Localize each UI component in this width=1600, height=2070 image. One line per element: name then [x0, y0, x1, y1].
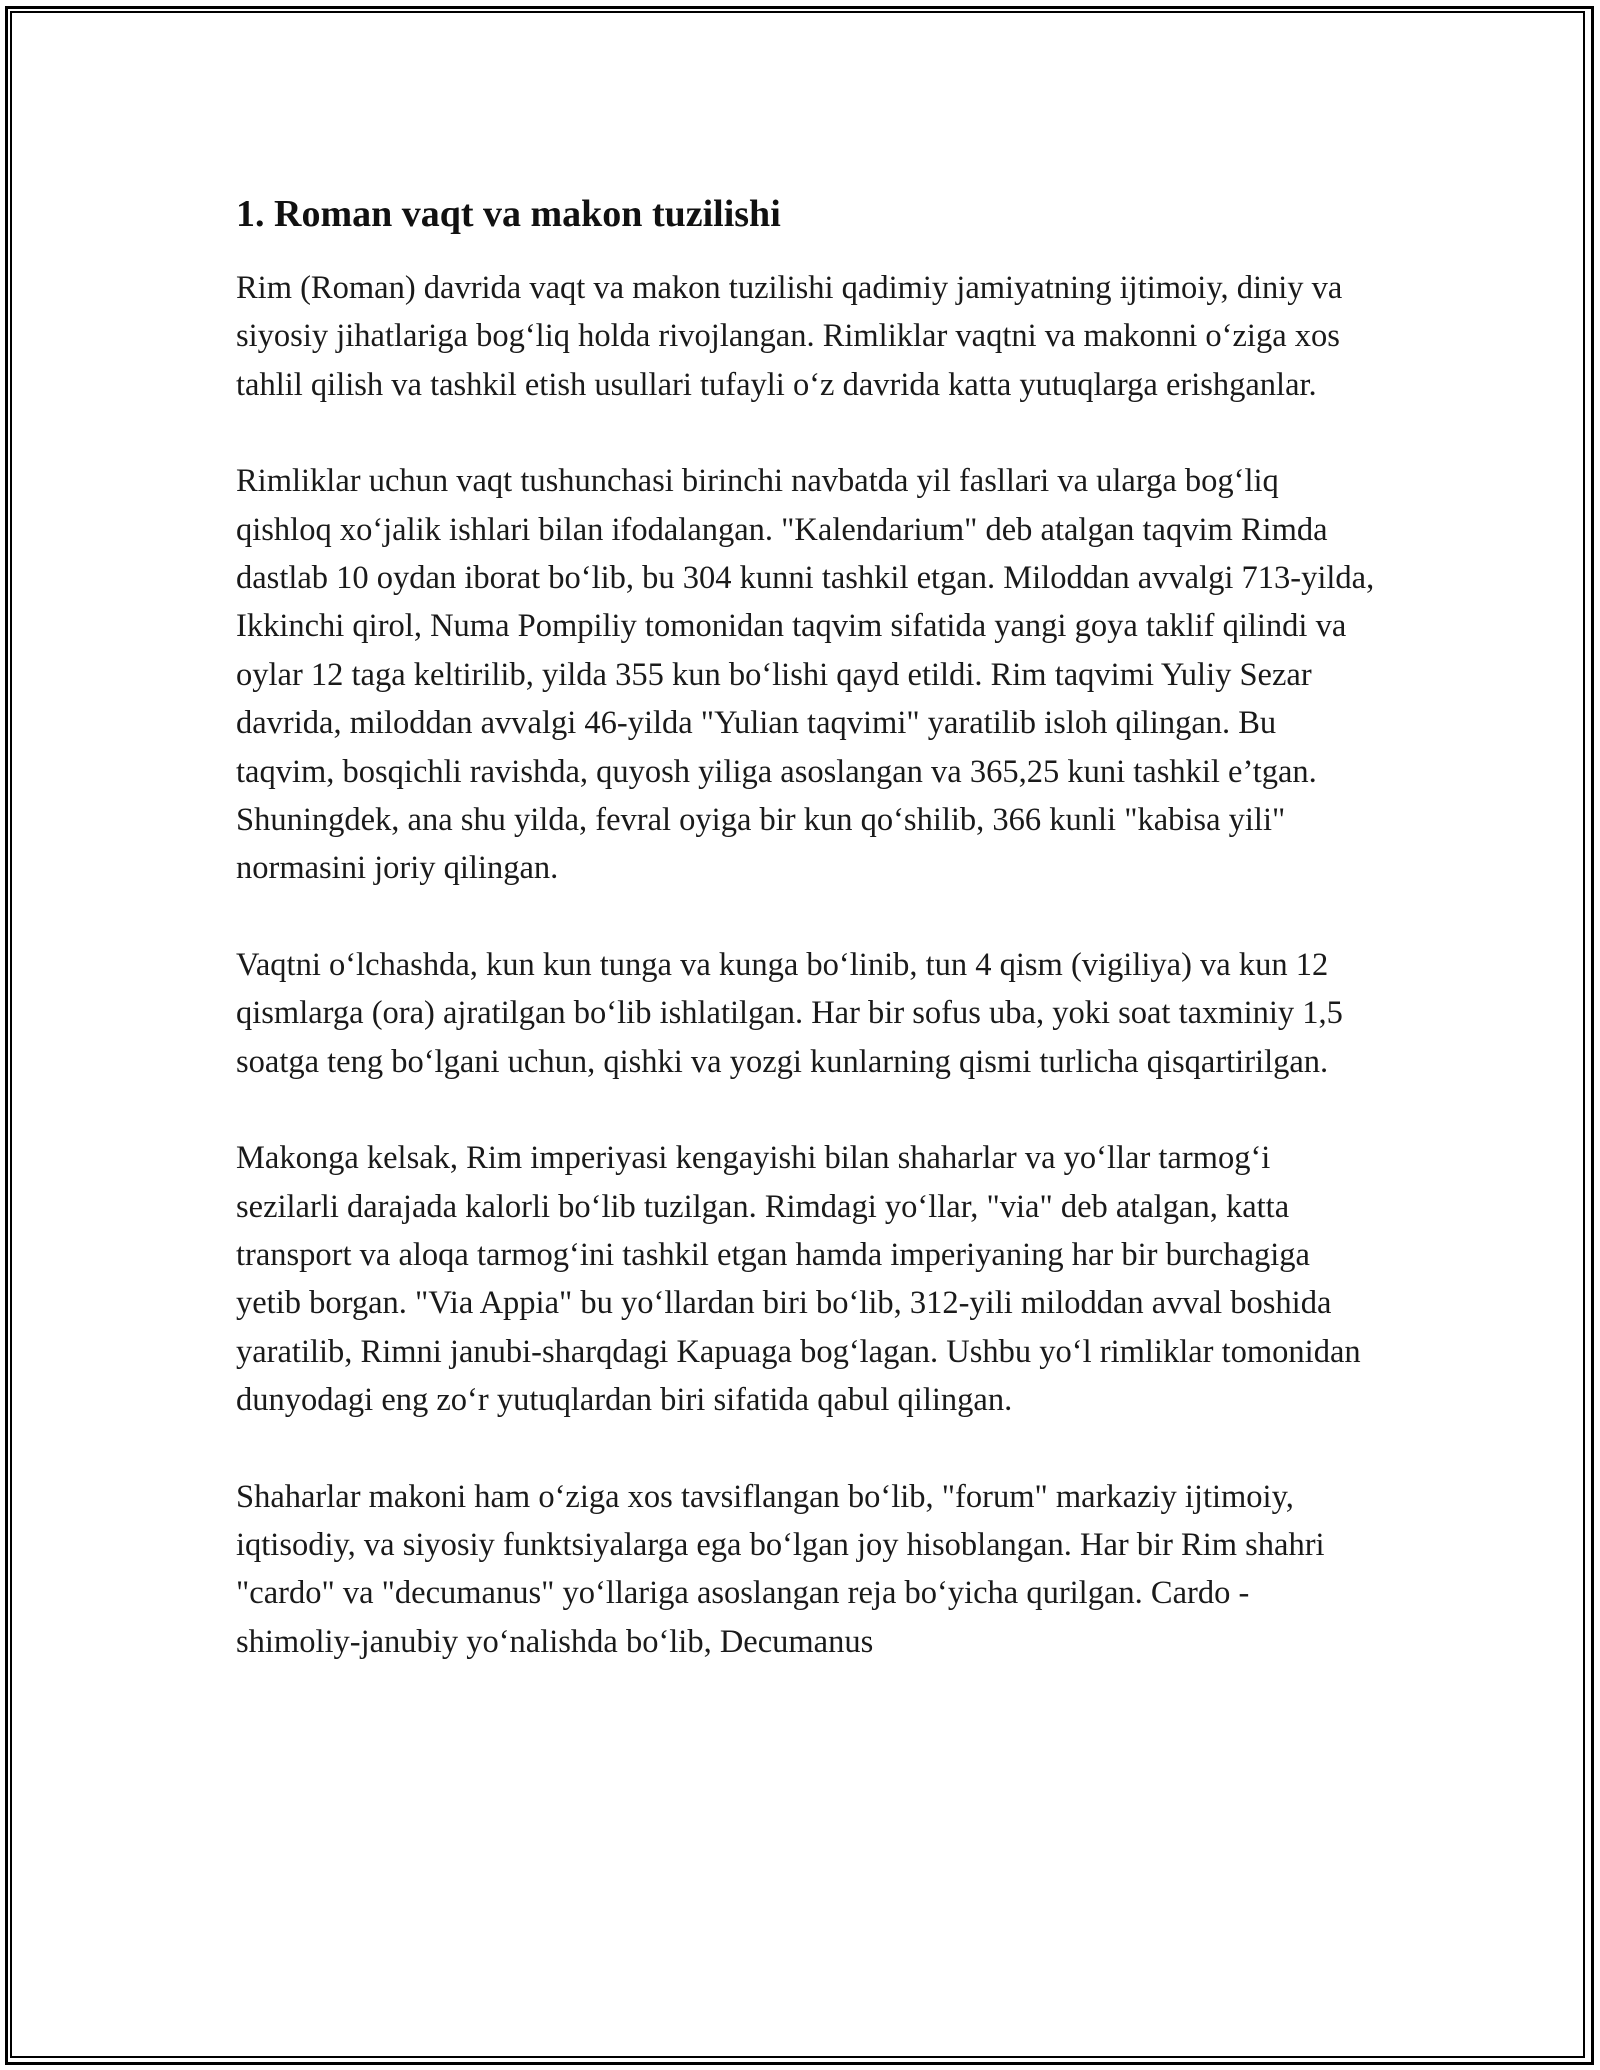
paragraph-calendar: Rimliklar uchun vaqt tushunchasi birinchi navbatda yil fasllari va ularga bog‘liq qishloq xo‘jalik ishlari bilan ifodalangan. "Kalendarium" deb atalgan taqvim Rimda dastlab 10 oydan iborat bo‘lib, bu 304 kunni tashkil etgan. Miloddan avvalgi 713-yilda, Ikkinchi qirol, Numa Pompiliy tomonidan taqvim sifatida yangi goya taklif qilindi va oylar 12 taga keltirilib, yilda 355 kun bo‘lishi qayd etildi. Rim taqvimi Yuliy Sezar davrida, miloddan avvalgi 46-yilda "Yulian taqvimi" yaratilib isloh qilingan. Bu taqvim, bosqichli ravishda, quyosh yiliga asoslangan va 365,25 kuni tashkil e’tgan. Shuningdek, ana shu yilda, fevral oyiga bir kun qo‘shilib, 366 kunli "kabisa yili" normasini joriy qilingan.	[236, 463, 1375, 887]
paragraph-time-measurement: Vaqtni o‘lchashda, kun kun tunga va kunga bo‘linib, tun 4 qism (vigiliya) va kun 12 qismlarga (ora) ajratilgan bo‘lib ishlatilgan. Har bir sofus uba, yoki soat taxminiy 1,5 soatga teng bo‘lgani uchun, qishki va yozgi kunlarning qismi turlicha qisqartirilgan.	[236, 946, 1343, 1080]
paragraph-intro: Rim (Roman) davrida vaqt va makon tuzilishi qadimiy jamiyatning ijtimoiy, diniy va siyosiy jihatlariga bog‘liq holda rivojlangan. Rimliklar vaqtni va makonni o‘ziga xos tahlil qilish va tashkil etish usullari tufayli o‘z davrida katta yutuqlarga erishganlar.	[236, 270, 1343, 403]
paragraph-roads: Makonga kelsak, Rim imperiyasi kengayishi bilan shaharlar va yo‘llar tarmog‘i sezilarli darajada kalorli bo‘lib tuzilgan. Rimdagi yo‘llar, "via" deb atalgan, katta transport va aloqa tarmog‘ini tashkil etgan hamda imperiyaning har bir burchagiga yetib borgan. "Via Appia" bu yo‘llardan biri bo‘lib, 312-yili miloddan avval boshida yaratilib, Rimni janubi-sharqdagi Kapuaga bog‘lagan. Ushbu yo‘l rimliklar tomonidan dunyodagi eng zo‘r yutuqlardan biri sifatida qabul qilingan.	[236, 1140, 1361, 1419]
paragraph-cities: Shaharlar makoni ham o‘ziga xos tavsiflangan bo‘lib, "forum" markaziy ijtimoiy, iqtisodiy, va siyosiy funktsiyalarga ega bo‘lgan joy hisoblangan. Har bir Rim shahri "cardo" va "decumanus" yo‘llariga asoslangan reja bo‘yicha qurilgan. Cardo - shimoliy-janubiy yo‘nalishda bo‘lib, Decumanus	[236, 1478, 1325, 1660]
section-heading: 1. Roman vaqt va makon tuzilishi	[236, 193, 781, 235]
document-body	[236, 186, 1376, 1666]
